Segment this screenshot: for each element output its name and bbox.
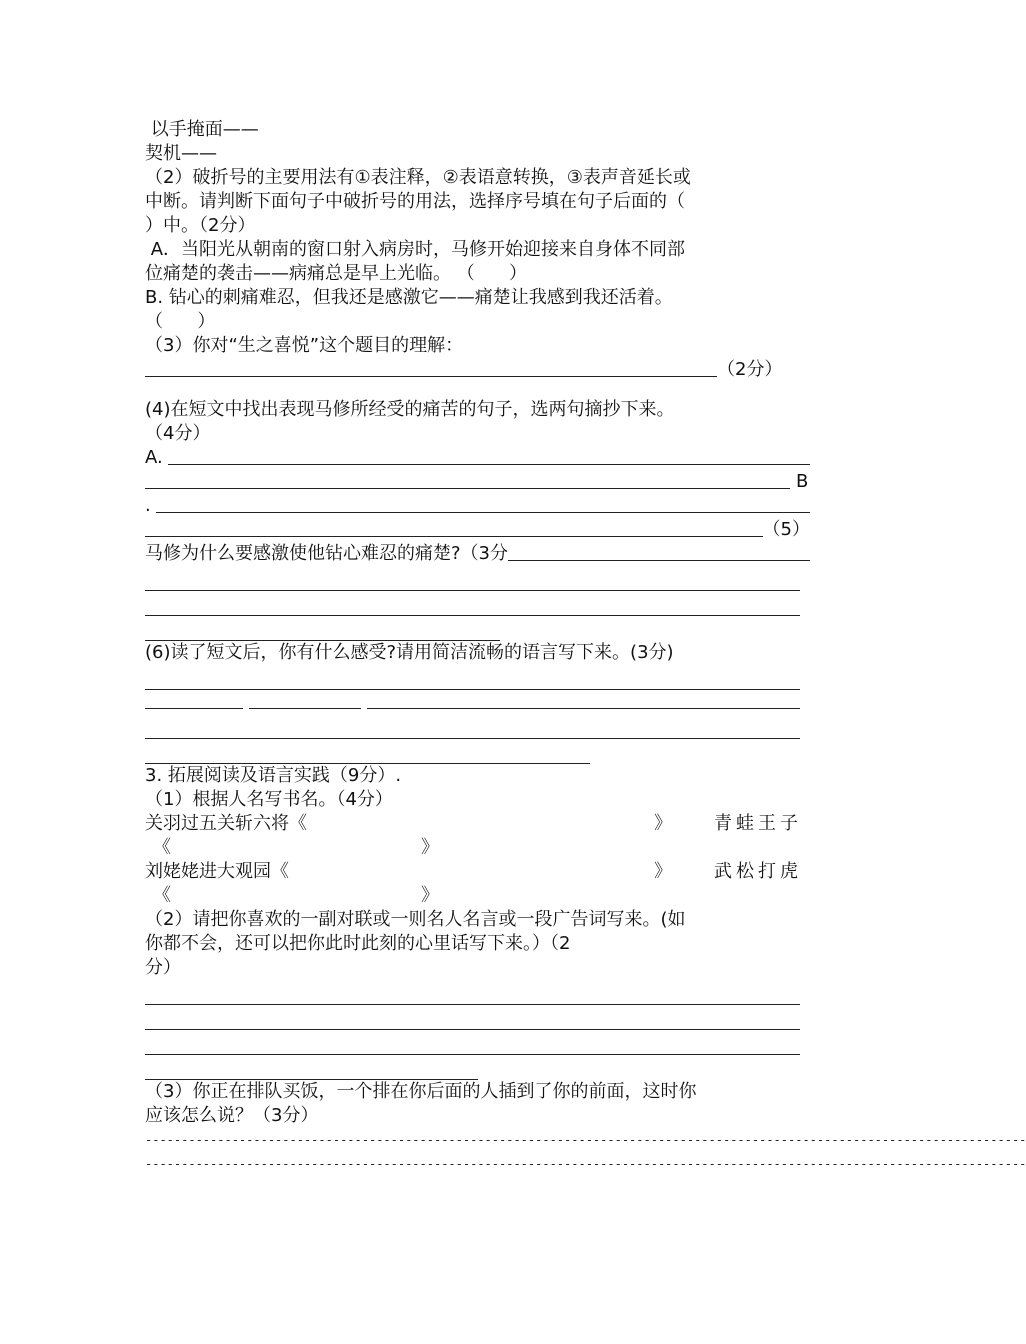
q6-answer-blank-c[interactable] — [367, 690, 800, 709]
sub3-dashed-line-2[interactable]: -------------------------------------------------------------------------------------------------------------------------- — [145, 1157, 1026, 1171]
sub2-answer-line-4[interactable] — [145, 1055, 478, 1080]
q2-option-a2: 位痛楚的袭击——病痛总是早上光临。 （ ） — [145, 263, 528, 284]
q2-option-a1: A．当阳光从朝南的窗口射入病房时，马修开始迎接来自身体不同部 — [145, 239, 686, 260]
section3-sub3-line2: 应该怎么说？（3分） — [145, 1105, 319, 1126]
section3-sub3-line1: （3）你正在排队买饭，一个排在你后面的人插到了你的前面，这时你 — [145, 1081, 697, 1102]
q1-item-b: 契机—— — [145, 143, 217, 164]
section3-sub2-line3: 分） — [145, 957, 181, 978]
q3-answer-blank[interactable] — [145, 358, 717, 377]
book-row-2b — [145, 884, 810, 908]
q5-answer-line-2[interactable] — [145, 591, 800, 616]
q4-answer-a-row — [145, 446, 810, 470]
sub2-answer-line-2[interactable] — [145, 1005, 800, 1030]
q4-answer-b-cont-row — [145, 518, 810, 542]
book-row-2b-open: 《 — [153, 885, 171, 906]
q2-option-b1: B. 钻心的刺痛难忍，但我还是感激它——痛楚让我感到我还活着。 — [145, 287, 673, 308]
q2-line3: ）中。（2分） — [145, 215, 256, 236]
q2-line1: （2）破折号的主要用法有①表注释，②表语意转换，③表声音延长或 — [145, 167, 691, 188]
section3-sub2-line2: 你都不会，还可以把你此时此刻的心里话写下来。）（2 — [145, 933, 571, 954]
section3-sub2-line1: （2）请把你喜欢的一副对联或一则名人名言或一段广告词写来。(如 — [145, 909, 686, 930]
q4-label-b-dot: . — [145, 495, 157, 516]
sub3-dashed-line-1[interactable]: -------------------------------------------------------------------------------------------------------------------------- — [145, 1133, 1026, 1147]
book-row-1-left: 关羽过五关斩六将《 — [145, 813, 307, 834]
q4-answer-b-blank[interactable] — [156, 494, 810, 513]
book-row-1-close: 》 — [654, 813, 672, 834]
q4-answer-a-blank[interactable] — [168, 446, 810, 465]
section3-title: 3. 拓展阅读及语言实践（9分）. — [145, 765, 402, 786]
q3-answer-row — [145, 358, 810, 382]
q5-answer-line-1[interactable] — [145, 566, 800, 591]
book-row-2 — [145, 860, 810, 884]
q4-answer-a-cont-blank[interactable] — [145, 470, 790, 489]
book-row-2-close: 》 — [654, 861, 672, 882]
q6-answer-blank-b[interactable] — [249, 690, 361, 709]
q5-line1: 马修为什么要感激使他钻心难忍的痛楚?（3分 — [145, 543, 509, 564]
q4-answer-a-cont-row — [145, 470, 810, 494]
q6-answer-line-3[interactable] — [145, 714, 800, 739]
book-row-1-right: 青蛙王子 — [714, 813, 802, 834]
q4-label-a: A. — [145, 447, 169, 468]
q3-line1: （3）你对“生之喜悦”这个题目的理解： — [145, 335, 464, 356]
q1-item-a: 以手掩面—— — [145, 119, 259, 140]
book-row-2-left: 刘姥姥进大观园《 — [145, 861, 289, 882]
book-row-1 — [145, 812, 810, 836]
book-row-1b — [145, 836, 810, 860]
q4-answer-b-cont-blank[interactable] — [145, 518, 763, 537]
q5-answer-blank[interactable] — [508, 542, 810, 561]
q6-answer-line-4[interactable] — [145, 739, 590, 764]
q6-answer-line-2 — [145, 690, 810, 714]
q6-answer-blank-a[interactable] — [145, 690, 243, 709]
q4-line2: （4分） — [145, 423, 211, 444]
q5-number: （5） — [762, 519, 810, 540]
q5-answer-line-3[interactable] — [145, 616, 500, 641]
q2-option-b2: （ ） — [145, 311, 216, 332]
q5-line1-row — [145, 542, 810, 566]
sub2-answer-line-1[interactable] — [145, 980, 800, 1005]
q6-answer-line-1[interactable] — [145, 665, 800, 690]
book-row-2-right: 武松打虎 — [714, 861, 802, 882]
q4-label-b: B — [796, 471, 809, 492]
book-row-1b-open: 《 — [153, 837, 171, 858]
q4-answer-b-row — [145, 494, 810, 518]
q2-line2: 中断。请判断下面句子中破折号的用法，选择序号填在句子后面的（ — [145, 191, 685, 212]
q6-line1: (6)读了短文后，你有什么感受?请用简洁流畅的语言写下来。(3分) — [145, 642, 674, 663]
q4-line1: (4)在短文中找出表现马修所经受的痛苦的句子，选两句摘抄下来。 — [145, 399, 675, 420]
book-row-2b-close: 》 — [421, 885, 439, 906]
worksheet-page — [145, 118, 1026, 1176]
sub2-answer-line-3[interactable] — [145, 1030, 800, 1055]
q3-score: （2分） — [717, 359, 783, 380]
section3-sub1: （1）根据人名写书名。（4分） — [145, 789, 393, 810]
book-row-1b-close: 》 — [421, 837, 439, 858]
